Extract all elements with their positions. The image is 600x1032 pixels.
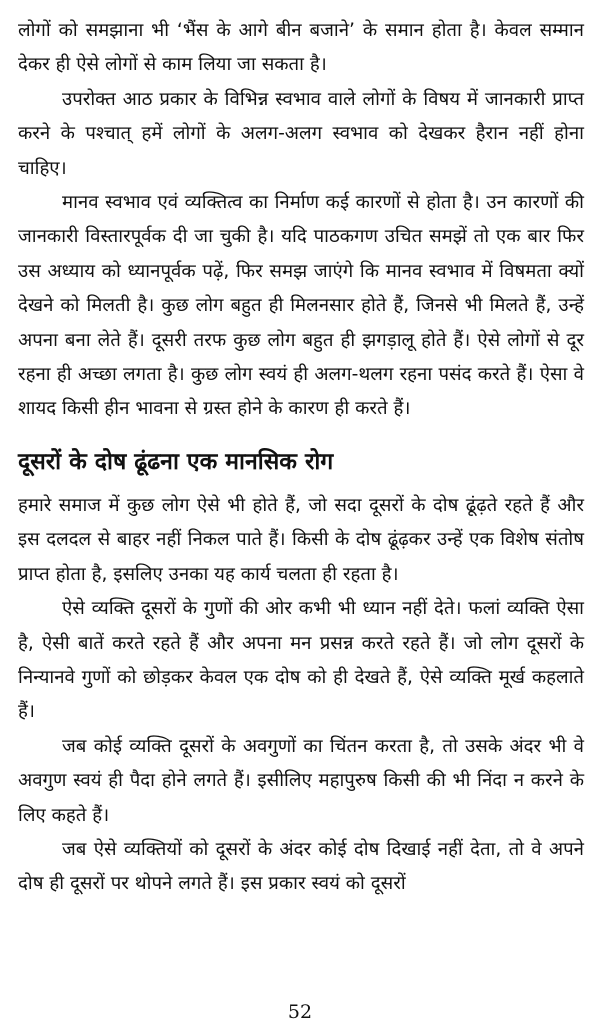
- page-body: [18, 14, 584, 902]
- paragraph: ऐसे व्यक्ति दूसरों के गुणों की ओर कभी भी ध्यान नहीं देते। फलां व्यक्ति ऐसा है, ऐसी बातें करते रहते हैं और अपना मन प्रसन्न करते रहते हैं। जो लोग दूसरों के निन्यानवे गुणों को छोड़कर केवल एक दोष को ही देखते हैं, ऐसे व्यक्ति मूर्ख कहलाते हैं।: [18, 598, 585, 723]
- paragraph: जब कोई व्यक्ति दूसरों के अवगुणों का चिंतन करता है, तो उसके अंदर भी वे अवगुण स्वयं ही पैदा होने लगते हैं। इसीलिए महापुरुष किसी की भी निंदा न करने के लिए कहते हैं।: [18, 735, 584, 826]
- paragraph: उपरोक्त आठ प्रकार के विभिन्न स्वभाव वाले लोगों के विषय में जानकारी प्राप्त करने के पश्चात् हमें लोगों के अलग-अलग स्वभाव को देखकर हैरान नहीं होना चाहिए।: [18, 88, 584, 179]
- paragraph: हमारे समाज में कुछ लोग ऐसे भी होते हैं, जो सदा दूसरों के दोष ढूंढ़ते रहते हैं और इस दलदल से बाहर नहीं निकल पाते हैं। किसी के दोष ढूंढ़कर उन्हें एक विशेष संतोष प्राप्त होता है, इसलिए उनका यह कार्य चलता ही रहता है।: [18, 494, 584, 585]
- section-heading: दूसरों के दोष ढूंढना एक मानसिक रोग: [18, 448, 334, 475]
- paragraph-continues: जब ऐसे व्यक्तियों को दूसरों के अंदर कोई दोष दिखाई नहीं देता, तो वे अपने दोष ही दूसरों पर थोपने लगते हैं। इस प्रकार स्वयं को दूसरों: [18, 838, 585, 895]
- paragraph: मानव स्वभाव एवं व्यक्तित्व का निर्माण कई कारणों से होता है। उन कारणों की जानकारी विस्तारपूर्वक दी जा चुकी है। यदि पाठकगण उचित समझें तो एक बार फिर उस अध्याय को ध्यानपूर्वक पढ़ें, फिर समझ जाएंगे कि मानव स्वभाव में विषमता क्यों देखने को मिलती है। कुछ लोग बहुत ही मिलनसार होते हैं, जिनसे भी मिलते हैं, उन्हें अपना बना लेते हैं। दूसरी तरफ कुछ लोग बहुत ही झगड़ालू होते हैं। ऐसे लोगों से दूर रहना ही अच्छा लगता है। कुछ लोग स्वयं ही अलग-थलग रहना पसंद करते हैं। ऐसा वे शायद किसी हीन भावना से ग्रस्त होने के कारण ही करते हैं।: [18, 192, 584, 420]
- page-number: 52: [287, 1001, 313, 1023]
- paragraph-continued: लोगों को समझाना भी ‘भैंस के आगे बीन बजाने’ के समान होता है। केवल सम्मान देकर ही ऐसे लोगों से काम लिया जा सकता है।: [18, 20, 584, 76]
